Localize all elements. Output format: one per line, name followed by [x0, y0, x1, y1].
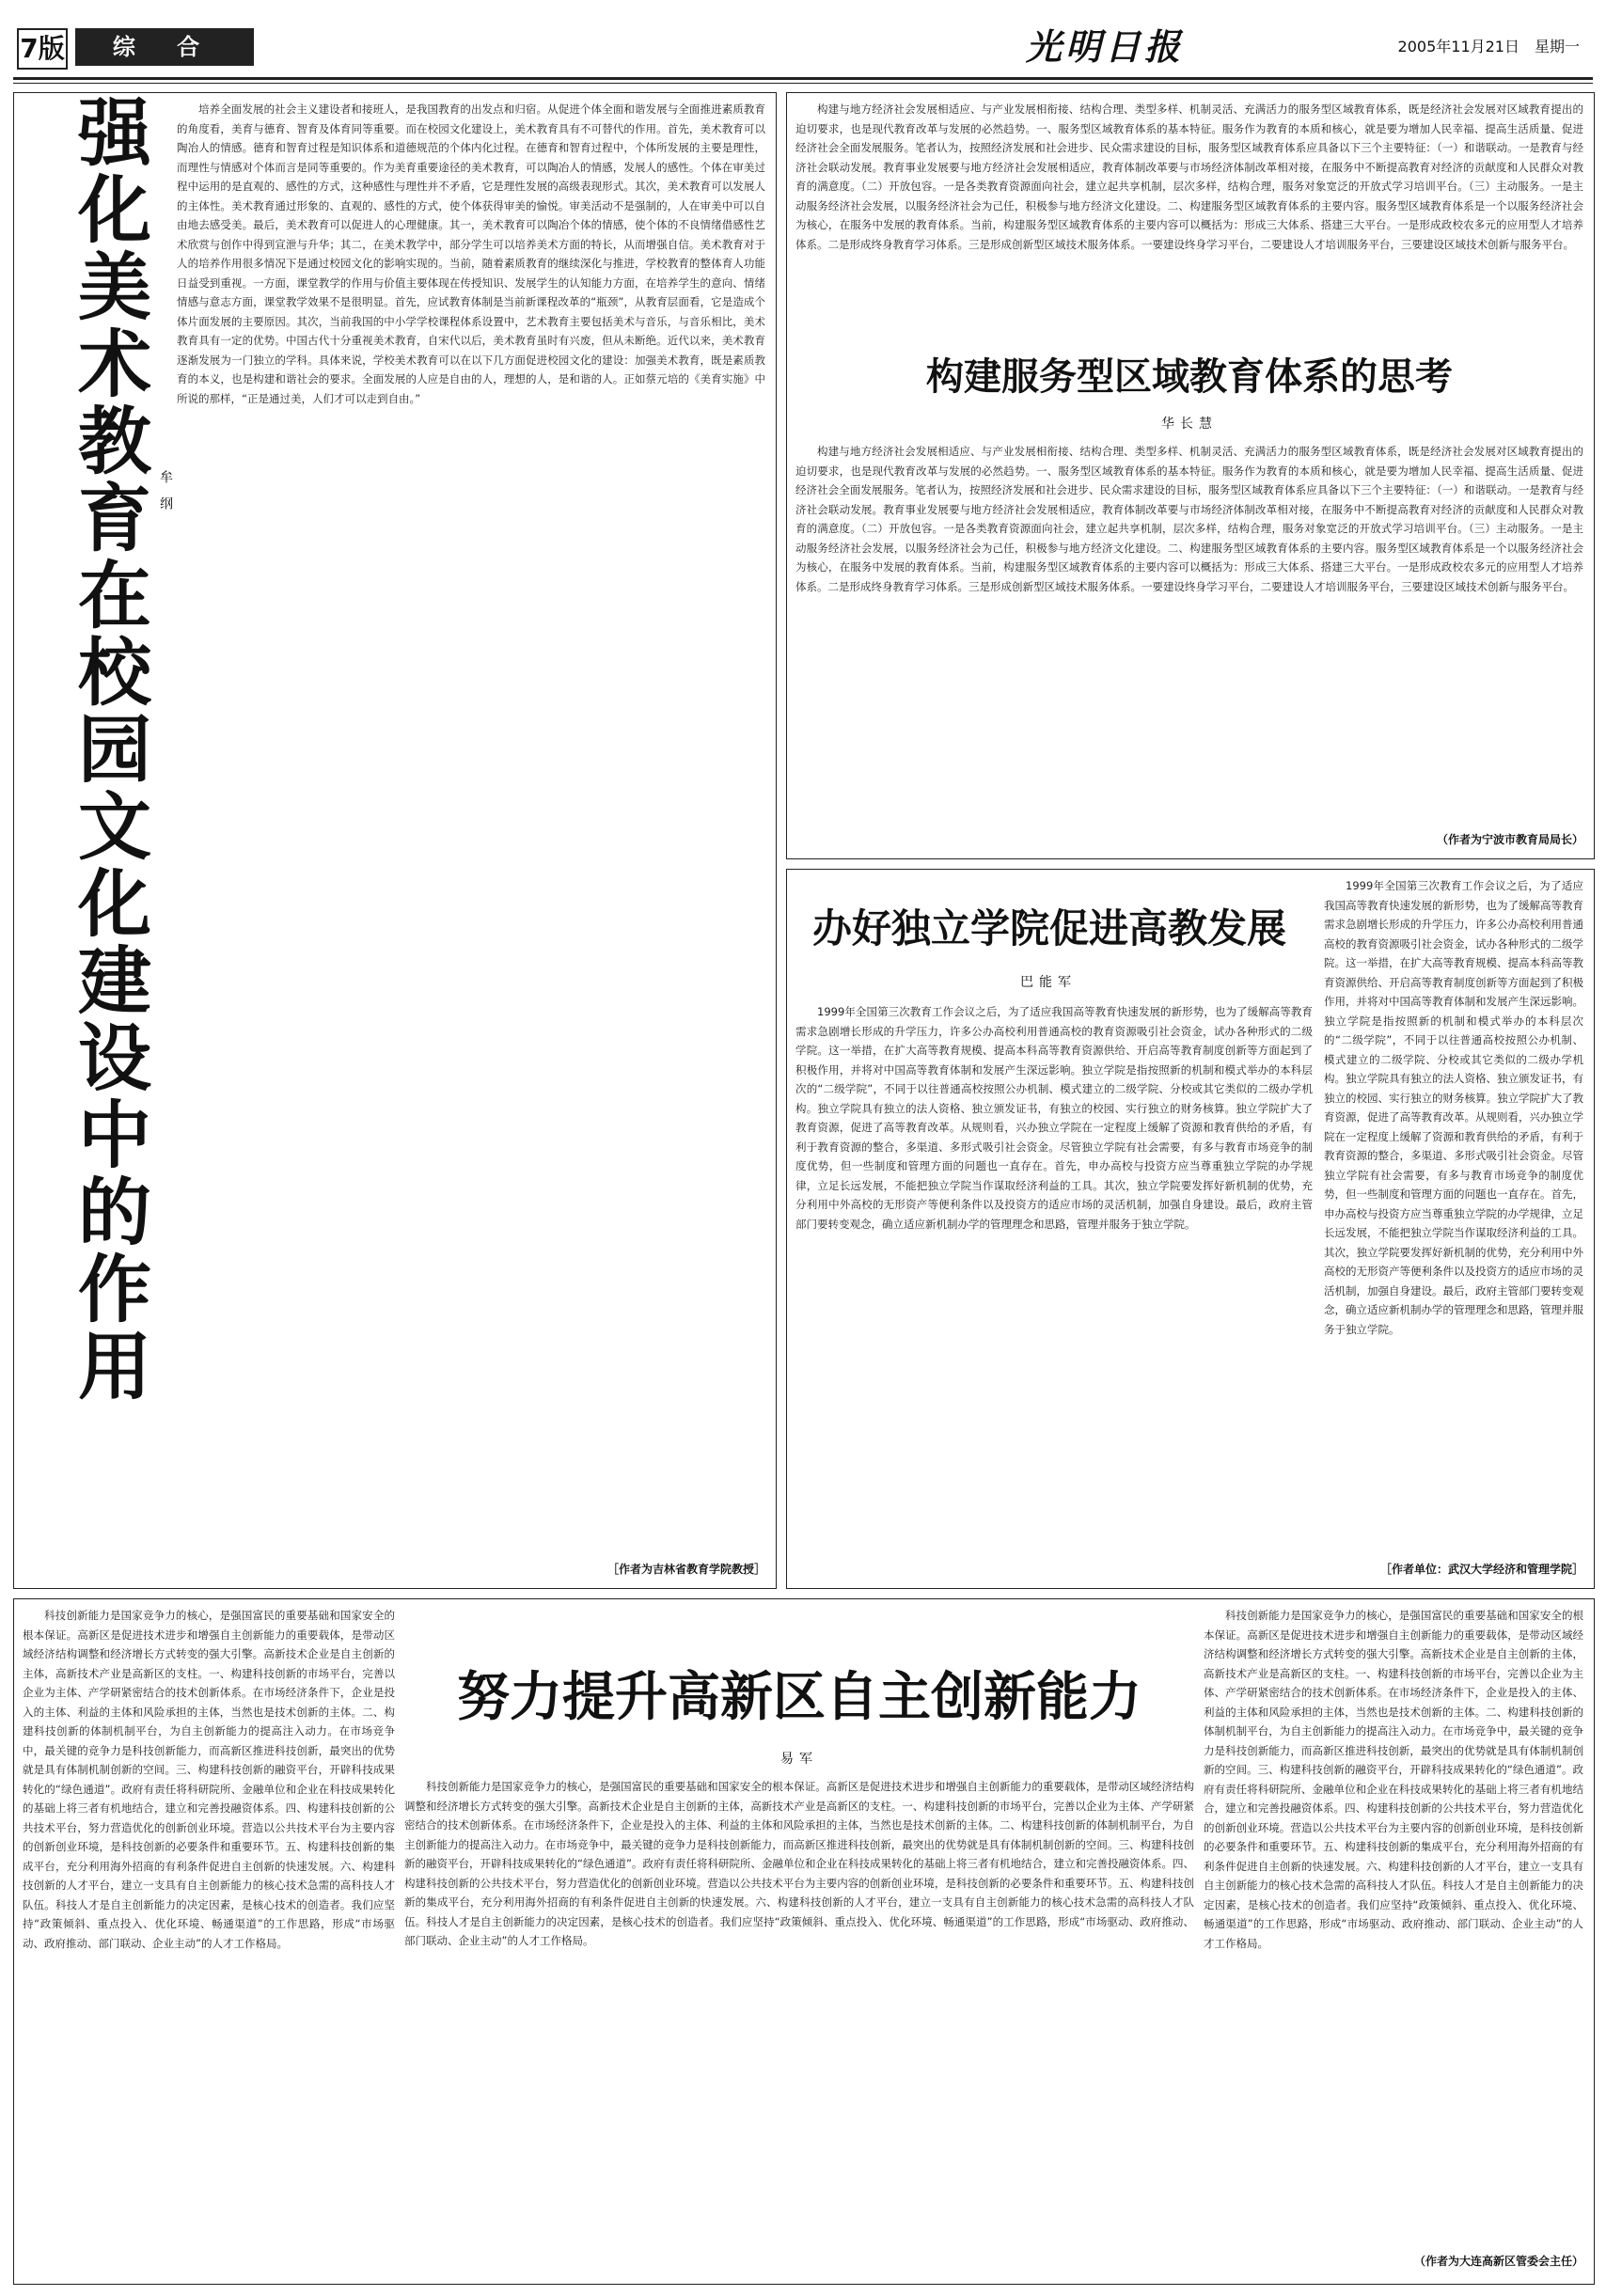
article-1-author: 牟纲 — [158, 470, 173, 523]
article-1-body: 培养全面发展的社会主义建设者和接班人，是我国教育的出发点和归宿。从促进个体全面和谐发展与全面推进素质教育的角度看，美育与德育、智育及体育同等重要。而在校园文化建设上，美术教育具有不可替代的作用。首先，美术教育可以陶冶人的情感。德育和智育过程是知识体系和道德规范的个体内化过程。在德育和智育过程中，个体所发展的主要是理性，而理性与情感对个体而言是同等重要的。作为美育重要途径的美术教育，可以陶冶人的情感，发展人的感性。个体在审美过程中运用的是直观的、感性的方式，这种感性与理性并不矛盾，它是理性发展的高级表现形式。其次，美术教育可以发展人的主体性。美术教育通过形象的、直观的、感性的方式，使个体获得审美的愉悦。审美活动不是强制的，人在审美中可以自由地去感受美。最后，美术教育可以促进人的心理健康。其一，美术教育可以陶冶个体的情感，使个体的不良情绪借感性艺术欣赏与创作中得到宣泄与升华；其二，在美术教学中，部分学生可以培养美术方面的特长，从而增强自信。美术教育对于人的培养作用很多情况下是通过校园文化的影响实现的。当前，随着素质教育的继续深化与推进，学校教育的整体育人功能日益受到重视。一方面，课堂教学的作用与价值主要体现在传授知识、发展学生的认知能力方面，在培养学生的意向、情绪情感与意志方面，课堂教学效果不是很明显。首先，应试教育体制是当前新课程改革的“瓶颈”，从教育层面看，它是造成个体片面发展的主要原因。其次，当前我国的中小学学校课程体系设置中，艺术教育主要包括美术与音乐，与音乐相比，美术教育具有一定的优势。中国古代十分重视美术教育，自宋代以后，美术教育虽时有兴废，但从未断绝。近代以来，美术教育逐渐发展为一门独立的学科。具体来说，学校美术教育可以在以下几方面促进校园文化的建设：加强美术教育，既是素质教育的本义，也是构建和谐社会的要求。全面发展的人应是自由的人，理想的人，是和谐的人。正如蔡元培的《美育实施》中所说的那样，“正是通过美，人们才可以走到自由。” — [177, 102, 765, 405]
issue-date: 2005年11月21日 星期一 — [1397, 38, 1580, 55]
article-4-author: 易军 — [780, 1752, 818, 1767]
section-label: 综 合 — [75, 28, 254, 66]
article-3-credit: ［作者单位：武汉大学经济和管理学院］ — [1379, 1563, 1583, 1576]
newspaper-logo: 光明日报 — [1025, 25, 1184, 68]
article-2-body-bottom: 构建与地方经济社会发展相适应、与产业发展相衔接、结构合理、类型多样、机制灵活、充满活力的服务型区域教育体系，既是经济社会发展对区域教育提出的迫切要求，也是现代教育改革与发展的必然趋势。一、服务型区域教育体系的基本特征。服务作为教育的本质和核心，就是要为增加人民幸福、提高生活质量、促进经济社会全面发展服务。笔者认为，按照经济发展和社会进步、民众需求建设的目标，服务型区域教育体系应具备以下三个主要特征：（一）和谐联动。一是教育与经济社会联动发展。教育事业发展要与地方经济社会发展相适应，教育体制改革要与市场经济体制改革相对接，在服务中不断提高教育对经济的贡献度和人民群众对教育的满意度。（二）开放包容。一是各类教育资源面向社会，建立起共享机制，层次多样，结构合理，服务对象宽泛的开放式学习培训平台。（三）主动服务。一是主动服务经济社会发展，以服务经济社会为己任，积极参与地方经济文化建设。二、构建服务型区域教育体系的主要内容。服务型区域教育体系是一个以服务经济社会为核心，在服务中发展的教育体系。当前，构建服务型区域教育体系的主要内容可以概括为：形成三大体系、搭建三大平台。一是形成政校农多元的应用型人才培养体系。二是形成终身教育学习体系。三是形成创新型区域技术服务体系。一要建设终身学习平台，二要建设人才培训服务平台，三要建设区域技术创新与服务平台。 — [795, 445, 1583, 593]
article-4-credit: （作者为大连高新区管委会主任） — [1413, 2255, 1583, 2268]
article-1-title: 强化美术教育在校园文化建设中的作用 — [66, 94, 151, 1405]
article-4-title: 努力提升高新区自主创新能力 — [457, 1666, 1142, 1728]
article-4-body-mid: 科技创新能力是国家竞争力的核心，是强国富民的重要基础和国家安全的根本保证。高新区是促进技术进步和增强自主创新能力的重要载体，是带动区域经济结构调整和经济增长方式转变的强大引擎。高新技术企业是自主创新的主体，高新技术产业是高新区的支柱。一、构建科技创新的市场平台，完善以企业为主体、产学研紧密结合的技术创新体系。在市场经济条件下，企业是投入的主体、利益的主体和风险承担的主体，当然也是技术创新的主体。二、构建科技创新的体制机制平台，为自主创新能力的提高注入动力。在市场竞争中，最关键的竞争力是科技创新能力，而高新区推进科技创新，最突出的优势就是具有体制机制创新的空间。三、构建科技创新的融资平台，开辟科技成果转化的“绿色通道”。政府有责任将科研院所、金融单位和企业在科技成果转化的基础上将三者有机地结合，建立和完善投融资体系。四、构建科技创新的公共技术平台，努力营造优化的创新创业环境。营造以公共技术平台为主要内容的创新创业环境，是科技创新的必要条件和重要环节。五、构建科技创新的集成平台，充分利用海外招商的有利条件促进自主创新的快速发展。六、构建科技创新的人才平台，建立一支具有自主创新能力的核心技术急需的高科技人才队伍。科技人才是自主创新能力的决定因素，是核心技术的创造者。我们应坚持“政策倾斜、重点投入、优化环境、畅通渠道”的工作思路，形成“市场驱动、政府推动、部门联动、企业主动”的人才工作格局。 — [404, 1780, 1194, 1947]
article-2-title: 构建服务型区域教育体系的思考 — [926, 355, 1453, 399]
masthead-rule-thin — [13, 83, 1593, 84]
article-3-author: 巴能军 — [1020, 975, 1077, 990]
masthead-rule — [13, 77, 1593, 80]
article-3-title: 办好独立学院促进高教发展 — [811, 905, 1286, 951]
article-2-body-top: 构建与地方经济社会发展相适应、与产业发展相衔接、结构合理、类型多样、机制灵活、充满活力的服务型区域教育体系，既是经济社会发展对区域教育提出的迫切要求，也是现代教育改革与发展的必然趋势。一、服务型区域教育体系的基本特征。服务作为教育的本质和核心，就是要为增加人民幸福、提高生活质量、促进经济社会全面发展服务。笔者认为，按照经济发展和社会进步、民众需求建设的目标，服务型区域教育体系应具备以下三个主要特征：（一）和谐联动。一是教育与经济社会联动发展。教育事业发展要与地方经济社会发展相适应，教育体制改革要与市场经济体制改革相对接，在服务中不断提高教育对经济的贡献度和人民群众对教育的满意度。（二）开放包容。一是各类教育资源面向社会，建立起共享机制，层次多样，结构合理，服务对象宽泛的开放式学习培训平台。（三）主动服务。一是主动服务经济社会发展，以服务经济社会为己任，积极参与地方经济文化建设。二、构建服务型区域教育体系的主要内容。服务型区域教育体系是一个以服务经济社会为核心，在服务中发展的教育体系。当前，构建服务型区域教育体系的主要内容可以概括为：形成三大体系、搭建三大平台。一是形成政校农多元的应用型人才培养体系。二是形成终身教育学习体系。三是形成创新型区域技术服务体系。一要建设终身学习平台，二要建设人才培训服务平台，三要建设区域技术创新与服务平台。 — [795, 102, 1583, 251]
article-1-credit: ［作者为吉林省教育学院教授］ — [606, 1563, 765, 1576]
article-4-body-col1: 科技创新能力是国家竞争力的核心，是强国富民的重要基础和国家安全的根本保证。高新区是促进技术进步和增强自主创新能力的重要载体，是带动区域经济结构调整和经济增长方式转变的强大引擎。高新技术企业是自主创新的主体，高新技术产业是高新区的支柱。一、构建科技创新的市场平台，完善以企业为主体、产学研紧密结合的技术创新体系。在市场经济条件下，企业是投入的主体、利益的主体和风险承担的主体，当然也是技术创新的主体。二、构建科技创新的体制机制平台，为自主创新能力的提高注入动力。在市场竞争中，最关键的竞争力是科技创新能力，而高新区推进科技创新，最突出的优势就是具有体制机制创新的空间。三、构建科技创新的融资平台，开辟科技成果转化的“绿色通道”。政府有责任将科研院所、金融单位和企业在科技成果转化的基础上将三者有机地结合，建立和完善投融资体系。四、构建科技创新的公共技术平台，努力营造优化的创新创业环境。营造以公共技术平台为主要内容的创新创业环境，是科技创新的必要条件和重要环节。五、构建科技创新的集成平台，充分利用海外招商的有利条件促进自主创新的快速发展。六、构建科技创新的人才平台，建立一支具有自主创新能力的核心技术急需的高科技人才队伍。科技人才是自主创新能力的决定因素，是核心技术的创造者。我们应坚持“政策倾斜、重点投入、优化环境、畅通渠道”的工作思路，形成“市场驱动、政府推动、部门联动、企业主动”的人才工作格局。 — [23, 1609, 395, 1950]
article-3-body-left: 1999年全国第三次教育工作会议之后，为了适应我国高等教育快速发展的新形势，也为了缓解高等教育需求急剧增长形成的升学压力，许多公办高校利用普通高校的教育资源吸引社会资金，试办各种形式的二级学院。这一举措，在扩大高等教育规模、提高本科高等教育资源供给、开启高等教育制度创新等方面起到了积极作用，并将对中国高等教育体制和发展产生深远影响。独立学院是指按照新的机制和模式举办的本科层次的“二级学院”，不同于以往普通高校按照公办机制、模式建立的二级学院、分校或其它类似的二级办学机构。独立学院具有独立的法人资格、独立颁发证书，有独立的校园、实行独立的财务核算。独立学院扩大了教育资源，促进了高等教育改革。从规则看，兴办独立学院在一定程度上缓解了资源和教育供给的矛盾，有利于教育资源的整合，多渠道、多形式吸引社会资金。尽管独立学院有社会需要，有多与教育市场竞争的制度优势，但一些制度和管理方面的问题也一直存在。首先，申办高校与投资方应当尊重独立学院的办学规律，立足长远发展，不能把独立学院当作谋取经济利益的工具。其次，独立学院要发挥好新机制的优势，充分利用中外高校的无形资产等便利条件以及投资方的适应市场的灵活机制，加强自身建设。最后，政府主管部门要转变观念，确立适应新机制办学的管理理念和思路，管理并服务于独立学院。 — [795, 1005, 1313, 1231]
article-2-credit: （作者为宁波市教育局局长） — [1436, 833, 1583, 846]
article-2-author: 华长慧 — [1161, 417, 1218, 432]
article-3-body-right: 1999年全国第三次教育工作会议之后，为了适应我国高等教育快速发展的新形势，也为了缓解高等教育需求急剧增长形成的升学压力，许多公办高校利用普通高校的教育资源吸引社会资金，试办各种形式的二级学院。这一举措，在扩大高等教育规模、提高本科高等教育资源供给、开启高等教育制度创新等方面起到了积极作用，并将对中国高等教育体制和发展产生深远影响。独立学院是指按照新的机制和模式举办的本科层次的“二级学院”，不同于以往普通高校按照公办机制、模式建立的二级学院、分校或其它类似的二级办学机构。独立学院具有独立的法人资格、独立颁发证书，有独立的校园、实行独立的财务核算。独立学院扩大了教育资源，促进了高等教育改革。从规则看，兴办独立学院在一定程度上缓解了资源和教育供给的矛盾，有利于教育资源的整合，多渠道、多形式吸引社会资金。尽管独立学院有社会需要，有多与教育市场竞争的制度优势，但一些制度和管理方面的问题也一直存在。首先，申办高校与投资方应当尊重独立学院的办学规律，立足长远发展，不能把独立学院当作谋取经济利益的工具。其次，独立学院要发挥好新机制的优势，充分利用中外高校的无形资产等便利条件以及投资方的适应市场的灵活机制，加强自身建设。最后，政府主管部门要转变观念，确立适应新机制办学的管理理念和思路，管理并服务于独立学院。 — [1324, 879, 1583, 1336]
page-number: 7版 — [17, 28, 68, 70]
article-4-body-right: 科技创新能力是国家竞争力的核心，是强国富民的重要基础和国家安全的根本保证。高新区是促进技术进步和增强自主创新能力的重要载体，是带动区域经济结构调整和经济增长方式转变的强大引擎。高新技术企业是自主创新的主体，高新技术产业是高新区的支柱。一、构建科技创新的市场平台，完善以企业为主体、产学研紧密结合的技术创新体系。在市场经济条件下，企业是投入的主体、利益的主体和风险承担的主体，当然也是技术创新的主体。二、构建科技创新的体制机制平台，为自主创新能力的提高注入动力。在市场竞争中，最关键的竞争力是科技创新能力，而高新区推进科技创新，最突出的优势就是具有体制机制创新的空间。三、构建科技创新的融资平台，开辟科技成果转化的“绿色通道”。政府有责任将科研院所、金融单位和企业在科技成果转化的基础上将三者有机地结合，建立和完善投融资体系。四、构建科技创新的公共技术平台，努力营造优化的创新创业环境。营造以公共技术平台为主要内容的创新创业环境，是科技创新的必要条件和重要环节。五、构建科技创新的集成平台，充分利用海外招商的有利条件促进自主创新的快速发展。六、构建科技创新的人才平台，建立一支具有自主创新能力的核心技术急需的高科技人才队伍。科技人才是自主创新能力的决定因素，是核心技术的创造者。我们应坚持“政策倾斜、重点投入、优化环境、畅通渠道”的工作思路，形成“市场驱动、政府推动、部门联动、企业主动”的人才工作格局。 — [1204, 1609, 1583, 1950]
